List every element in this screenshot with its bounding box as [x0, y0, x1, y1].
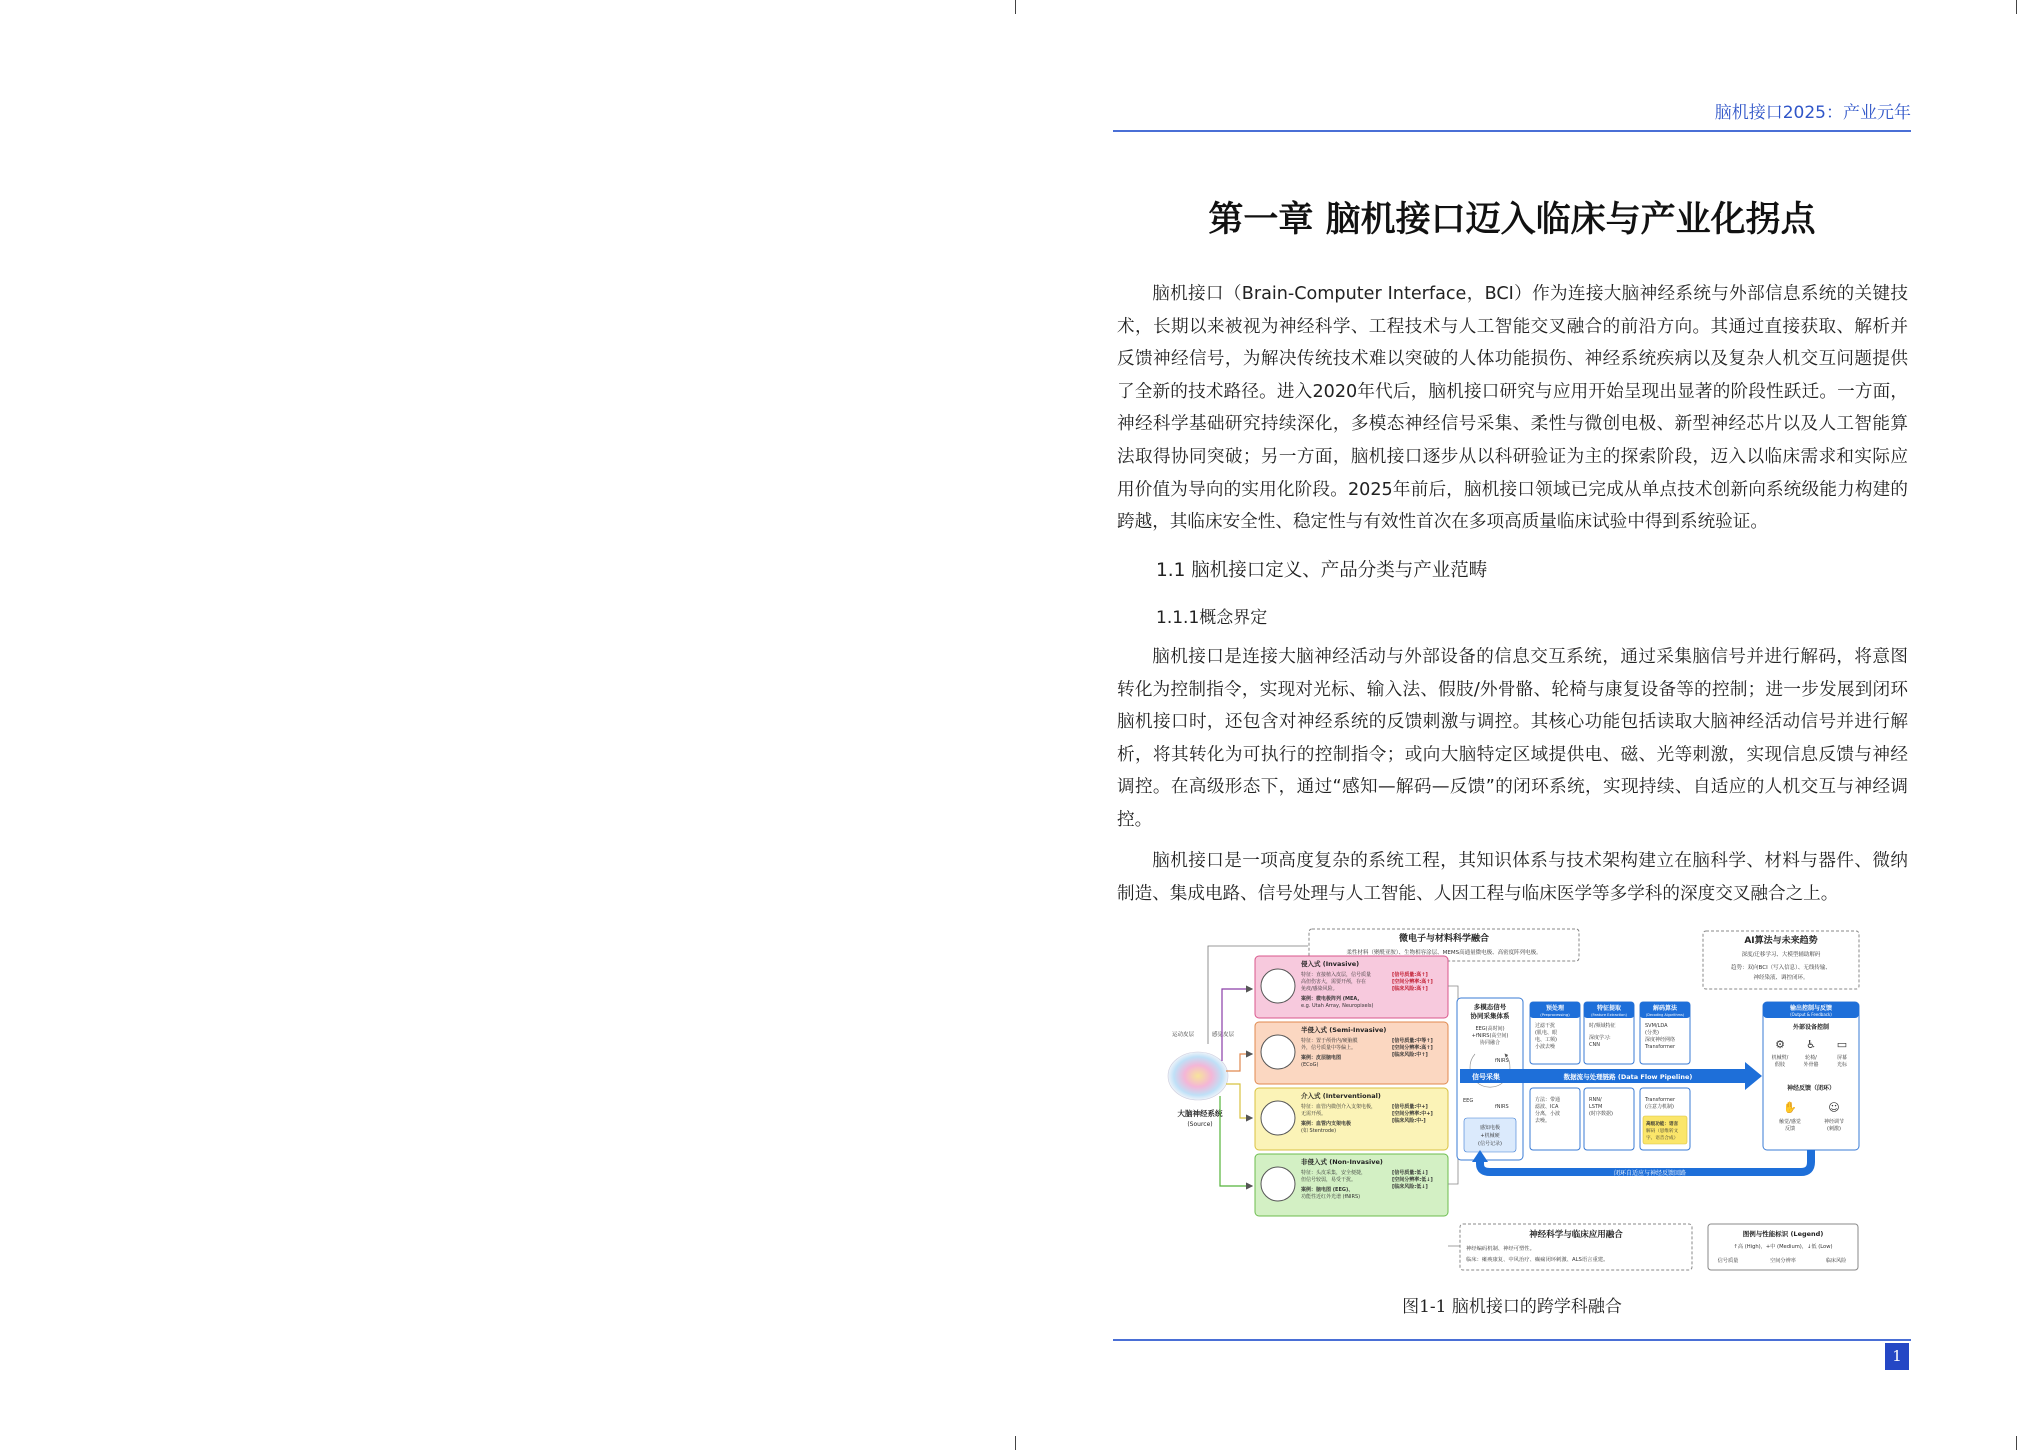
- motor-cortex-tag: 运动皮层: [1172, 1032, 1195, 1038]
- page-number: 1: [1885, 1343, 1909, 1370]
- type-quality: [信号质量:高↑]: [1392, 972, 1428, 978]
- stage-lower-feature: [1584, 1088, 1634, 1150]
- type-line: 案例：皮层脑电图: [1301, 1055, 1342, 1061]
- source-label: 大脑神经系统: [1177, 1109, 1223, 1118]
- crop-mark: [1015, 0, 1016, 14]
- ai-box-title: AI算法与未来趋势: [1744, 936, 1818, 946]
- ai-box-line: 神经染液、调控闭环。: [1753, 975, 1809, 981]
- feedback-title: 神经反馈（闭环）: [1786, 1085, 1836, 1092]
- acq-title: 多模态信号: [1473, 1003, 1507, 1011]
- figure-caption: 图1-1 脑机接口的跨学科融合: [1402, 1297, 1622, 1317]
- stage-sub: (Feature Extraction): [1591, 1013, 1627, 1017]
- stage-line: 分离，小波: [1535, 1111, 1561, 1117]
- hand-icon: ✋: [1783, 1101, 1797, 1114]
- legend-item: 空间分辨率: [1770, 1258, 1796, 1264]
- type-quality: [空间分辨率:高↑]: [1392, 979, 1433, 985]
- legend-item: 临床风险: [1825, 1258, 1847, 1264]
- stage-sub: (Output & Feedback): [1790, 1012, 1832, 1017]
- type-line: e.g. Utah Array, Neuropixels): [1301, 1003, 1374, 1009]
- materials-box-title: 微电子与材料科学融合: [1398, 934, 1490, 944]
- stage-line: (分类): [1645, 1030, 1659, 1036]
- pipeline-label: 数据流与处理链路 (Data Flow Pipeline): [1563, 1073, 1693, 1081]
- acq-text: 协同融合: [1479, 1040, 1501, 1046]
- subsection-heading: 1.1.1概念界定: [1156, 608, 1268, 628]
- acq-modality: fNIRS: [1495, 1058, 1509, 1064]
- stage-decoding: [1640, 1002, 1690, 1064]
- type-line: 功能性近红外光谱 (fNIRS): [1301, 1194, 1361, 1200]
- sensory-cortex-tag: 感觉皮层: [1212, 1032, 1235, 1038]
- stage-line: 滤波、ICA: [1535, 1104, 1559, 1110]
- running-header: 脑机接口2025：产业元年: [1714, 103, 1911, 123]
- stage-line: (注意力机制): [1645, 1104, 1674, 1110]
- feedback-label: (刺激): [1827, 1126, 1841, 1132]
- acq-modality: EEG: [1463, 1098, 1474, 1104]
- acq-box-text: (信号记录): [1478, 1141, 1502, 1147]
- bottom-box-line: 神经编码机制、神经可塑性。: [1466, 1246, 1535, 1252]
- monitor-icon: ▭: [1836, 1038, 1848, 1051]
- paragraph: 脑机接口（Brain-Computer Interface，BCI）作为连接大脑神经系统与外部信息系统的关键技术，长期以来被视为神经科学、工程技术与人工智能交叉融合的前沿方向。其通过直接获取、解析并反馈神经信号，为解决传统技术难以突破的人体功能损伤、神经系统疾病以及复杂人机交互问题提供了全新的技术路径。进入2020年代后，脑机接口研究与应用开始呈现出显著的阶段性跃迁。一方面，神经科学基础研究持续深化，多模态神经信号采集、柔性与微创电极、新型神经芯片以及人工智能算法取得协同突破；另一方面，脑机接口逐步从以科研验证为主的探索阶段，迈入以临床需求和实际应用价值为导向的实用化阶段。2025年前后，脑机接口领域已完成从单点技术创新向系统级能力构建的跨越，其临床安全性、稳定性与有效性首次在多项高质量临床试验中得到系统验证。: [1117, 284, 1908, 533]
- stage-line: 去噪。: [1535, 1118, 1551, 1124]
- device-label: 屏幕: [1836, 1055, 1848, 1061]
- loop-label: 闭环自适应与神经反馈回路: [1613, 1170, 1687, 1177]
- type-line: 无需开颅。: [1301, 1111, 1327, 1117]
- stage-line: 方法：带通: [1535, 1097, 1561, 1103]
- type-title: 侵入式 (Invasive): [1301, 960, 1360, 968]
- type-quality: [空间分辨率:低↓]: [1392, 1177, 1433, 1183]
- head-icon: [1261, 969, 1295, 1003]
- bottom-box-title: 神经科学与临床应用融合: [1529, 1230, 1623, 1240]
- stage-line: (时序数据): [1589, 1111, 1613, 1117]
- paragraph: 脑机接口是连接大脑神经活动与外部设备的信息交互系统，通过采集脑信号并进行解码，将意图转化为控制指令，实现对光标、输入法、假肢/外骨骼、轮椅与康复设备等的控制；进一步发展到闭环脑机接口时，还包含对神经系统的反馈刺激与调控。其核心功能包括读取大脑神经活动信号并进行解析，将其转化为可执行的控制指令；或向大脑特定区域提供电、磁、光等刺激，实现信息反馈与神经调控。在高级形态下，通过“感知—解码—反馈”的闭环系统，实现持续、自适应的人机交互与神经调控。: [1117, 647, 1908, 830]
- head-icon: [1261, 1101, 1295, 1135]
- head-icon: [1261, 1035, 1295, 1069]
- device-label: 光标: [1836, 1062, 1848, 1068]
- brain-icon: [1168, 1052, 1228, 1100]
- type-quality: [空间分辨率:高↑]: [1392, 1045, 1433, 1051]
- section-heading: 1.1 脑机接口定义、产品分类与产业范畴: [1156, 560, 1488, 581]
- stage-line: 过滤干扰: [1535, 1023, 1556, 1029]
- type-line: 高但伤害大，需要开颅，存在: [1301, 979, 1367, 985]
- materials-box-text: 柔性材料（聚酰亚胺）、生物相容涂层、MEMS高通量微电极、高密度阵列电极。: [1346, 950, 1542, 956]
- legend: [1708, 1224, 1858, 1270]
- stage-line: LSTM: [1589, 1104, 1603, 1110]
- bottom-box-line: 临床：瘫痪康复、中风治疗、癫痫闭环刺激、ALS语言重建。: [1466, 1257, 1609, 1263]
- stage-line: 小波去噪: [1535, 1044, 1556, 1050]
- device-label: 轮椅/: [1805, 1055, 1817, 1061]
- acq-text: +fNIRS(高空间): [1471, 1033, 1509, 1039]
- stage-lower-preprocessing: [1530, 1088, 1580, 1150]
- feedback-label: 触觉/感觉: [1779, 1119, 1801, 1125]
- type-line: 特征：置于颅骨内/硬脑膜: [1301, 1038, 1358, 1044]
- output-feedback-box: [1763, 1002, 1859, 1150]
- stage-line: 深度学习:: [1589, 1035, 1611, 1041]
- type-quality: [信号质量:低↓]: [1392, 1170, 1428, 1176]
- output-subtitle: 外部设备控制: [1792, 1024, 1830, 1031]
- type-quality: [信号质量:中+]: [1392, 1104, 1428, 1110]
- type-line: (ECoG): [1301, 1062, 1319, 1068]
- stage-line: RNN/: [1589, 1097, 1602, 1103]
- brain-source: [1168, 1030, 1235, 1128]
- type-quality: [临床风险:中-]: [1392, 1118, 1426, 1124]
- type-interventional: [1255, 1088, 1448, 1150]
- stage-feature-extraction: [1584, 1002, 1634, 1064]
- decode-note: 字、语音合成）: [1646, 1136, 1679, 1141]
- type-line: 案例：微电极阵列 (MEA,: [1301, 996, 1360, 1002]
- head-icon: [1261, 1167, 1295, 1201]
- stage-title: 解码算法: [1652, 1005, 1678, 1012]
- body-text-definition: [1117, 641, 1908, 837]
- stage-line: SVM/LDA: [1645, 1023, 1668, 1029]
- ai-box-line: 深度/迁移学习、大模型辅助解码: [1741, 952, 1821, 958]
- type-line: 案例：血管内支架电极: [1301, 1121, 1352, 1127]
- decode-note: 解码（思维转文: [1646, 1129, 1679, 1134]
- paragraph: 脑机接口是一项高度复杂的系统工程，其知识体系与技术架构建立在脑科学、材料与器件、微纳制造、集成电路、信号处理与人工智能、人因工程与临床医学等多学科的深度交叉融合之上。: [1117, 851, 1908, 904]
- type-quality: [临床风险:中↑]: [1392, 1052, 1428, 1058]
- feedback-label: 反馈: [1784, 1126, 1796, 1132]
- stage-sub: (Preprocessing): [1540, 1012, 1570, 1017]
- device-label: 外骨骼: [1803, 1062, 1819, 1068]
- header-rule: [1113, 130, 1911, 132]
- legend-item: 信号质量: [1717, 1258, 1739, 1264]
- type-quality: [临床风险:低↓]: [1392, 1184, 1428, 1190]
- stage-line: 时/频域特征: [1589, 1023, 1616, 1029]
- type-line: (如 Stentrode): [1301, 1128, 1337, 1134]
- stage-title: 特征提取: [1596, 1005, 1622, 1012]
- chapter-title: 第一章 脑机接口迈入临床与产业化拐点: [1208, 200, 1816, 240]
- type-line: 特征：头皮采集，安全便捷，: [1301, 1170, 1367, 1176]
- bci-interdisciplinary-figure: [1160, 926, 1862, 1278]
- acq-title: 协同采集体系: [1470, 1012, 1510, 1020]
- crop-mark: [2016, 1436, 2017, 1450]
- type-line: 免疫/感染风险。: [1301, 986, 1338, 992]
- acq-band-label: 信号采集: [1472, 1073, 1500, 1081]
- stage-preprocessing: [1530, 1002, 1580, 1064]
- acq-box-text: 感知电极: [1479, 1125, 1501, 1131]
- acq-box-text: +机械硬: [1480, 1133, 1500, 1139]
- device-label: 假肢: [1774, 1062, 1786, 1068]
- type-line: 案例：脑电图 (EEG)、: [1301, 1187, 1354, 1193]
- type-invasive: [1255, 956, 1448, 1018]
- stage-title: 预处理: [1545, 1005, 1565, 1012]
- type-line: 特征：血管内微创介入支架电极，: [1301, 1104, 1377, 1110]
- device-label: 机械臂/: [1771, 1055, 1789, 1061]
- type-title: 介入式 (Interventional): [1301, 1092, 1381, 1100]
- type-non-invasive: [1255, 1154, 1448, 1216]
- type-line: 但信号较弱，易受干扰。: [1301, 1177, 1357, 1183]
- stage-line: 电、工频): [1535, 1037, 1557, 1043]
- acq-modality: fNIRS: [1495, 1104, 1509, 1110]
- stage-line: (肌电、眼: [1535, 1030, 1557, 1036]
- feedback-label: 神经调节: [1823, 1119, 1845, 1125]
- type-line: 外，信号质量中等偏上。: [1301, 1045, 1357, 1051]
- wheelchair-icon: ♿: [1806, 1038, 1816, 1051]
- type-quality: [空间分辨率:中+]: [1392, 1111, 1433, 1117]
- body-text-intro: [1117, 278, 1908, 539]
- legend-line: ↑高 (High)，+中 (Medium)，↓低 (Low): [1733, 1244, 1833, 1250]
- crop-mark: [1015, 1436, 1016, 1450]
- stage-line: 深度神经网络: [1645, 1037, 1676, 1043]
- neuroscience-clinical-box: [1460, 1224, 1692, 1270]
- stage-line: Transformer: [1645, 1044, 1676, 1050]
- decode-note: 高级功能：语言: [1646, 1122, 1679, 1127]
- type-title: 半侵入式 (Semi-Invasive): [1301, 1026, 1387, 1034]
- stage-line: CNN: [1589, 1042, 1600, 1048]
- type-quality: [临床风险:高↑]: [1392, 986, 1428, 992]
- ai-trends-box: [1703, 931, 1859, 989]
- stage-line: Transformer: [1645, 1097, 1676, 1103]
- type-title: 非侵入式 (Non-Invasive): [1301, 1158, 1383, 1166]
- stage-sub: (Decoding Algorithms): [1645, 1013, 1685, 1017]
- crop-mark: [2016, 0, 2017, 14]
- head-stim-icon: ☺: [1828, 1101, 1840, 1114]
- type-quality: [信号质量:中等↑]: [1392, 1038, 1433, 1044]
- ai-box-line: 趋势：双向BCI（写入信息）、无线传输、: [1731, 965, 1831, 971]
- source-sub: (Source): [1187, 1121, 1213, 1128]
- stage-lower-decoding: [1640, 1088, 1690, 1150]
- robot-arm-icon: ⚙: [1775, 1038, 1785, 1051]
- footer-rule: [1113, 1339, 1911, 1341]
- legend-title: 图例与性能标识 (Legend): [1742, 1230, 1824, 1238]
- body-text-system: [1117, 845, 1908, 910]
- type-semi-invasive: [1255, 1022, 1448, 1084]
- type-line: 特征：直接植入皮层，信号质量: [1301, 972, 1372, 978]
- stage-title: 输出控制与反馈: [1789, 1005, 1833, 1012]
- acq-text: EEG(高时间): [1475, 1026, 1505, 1032]
